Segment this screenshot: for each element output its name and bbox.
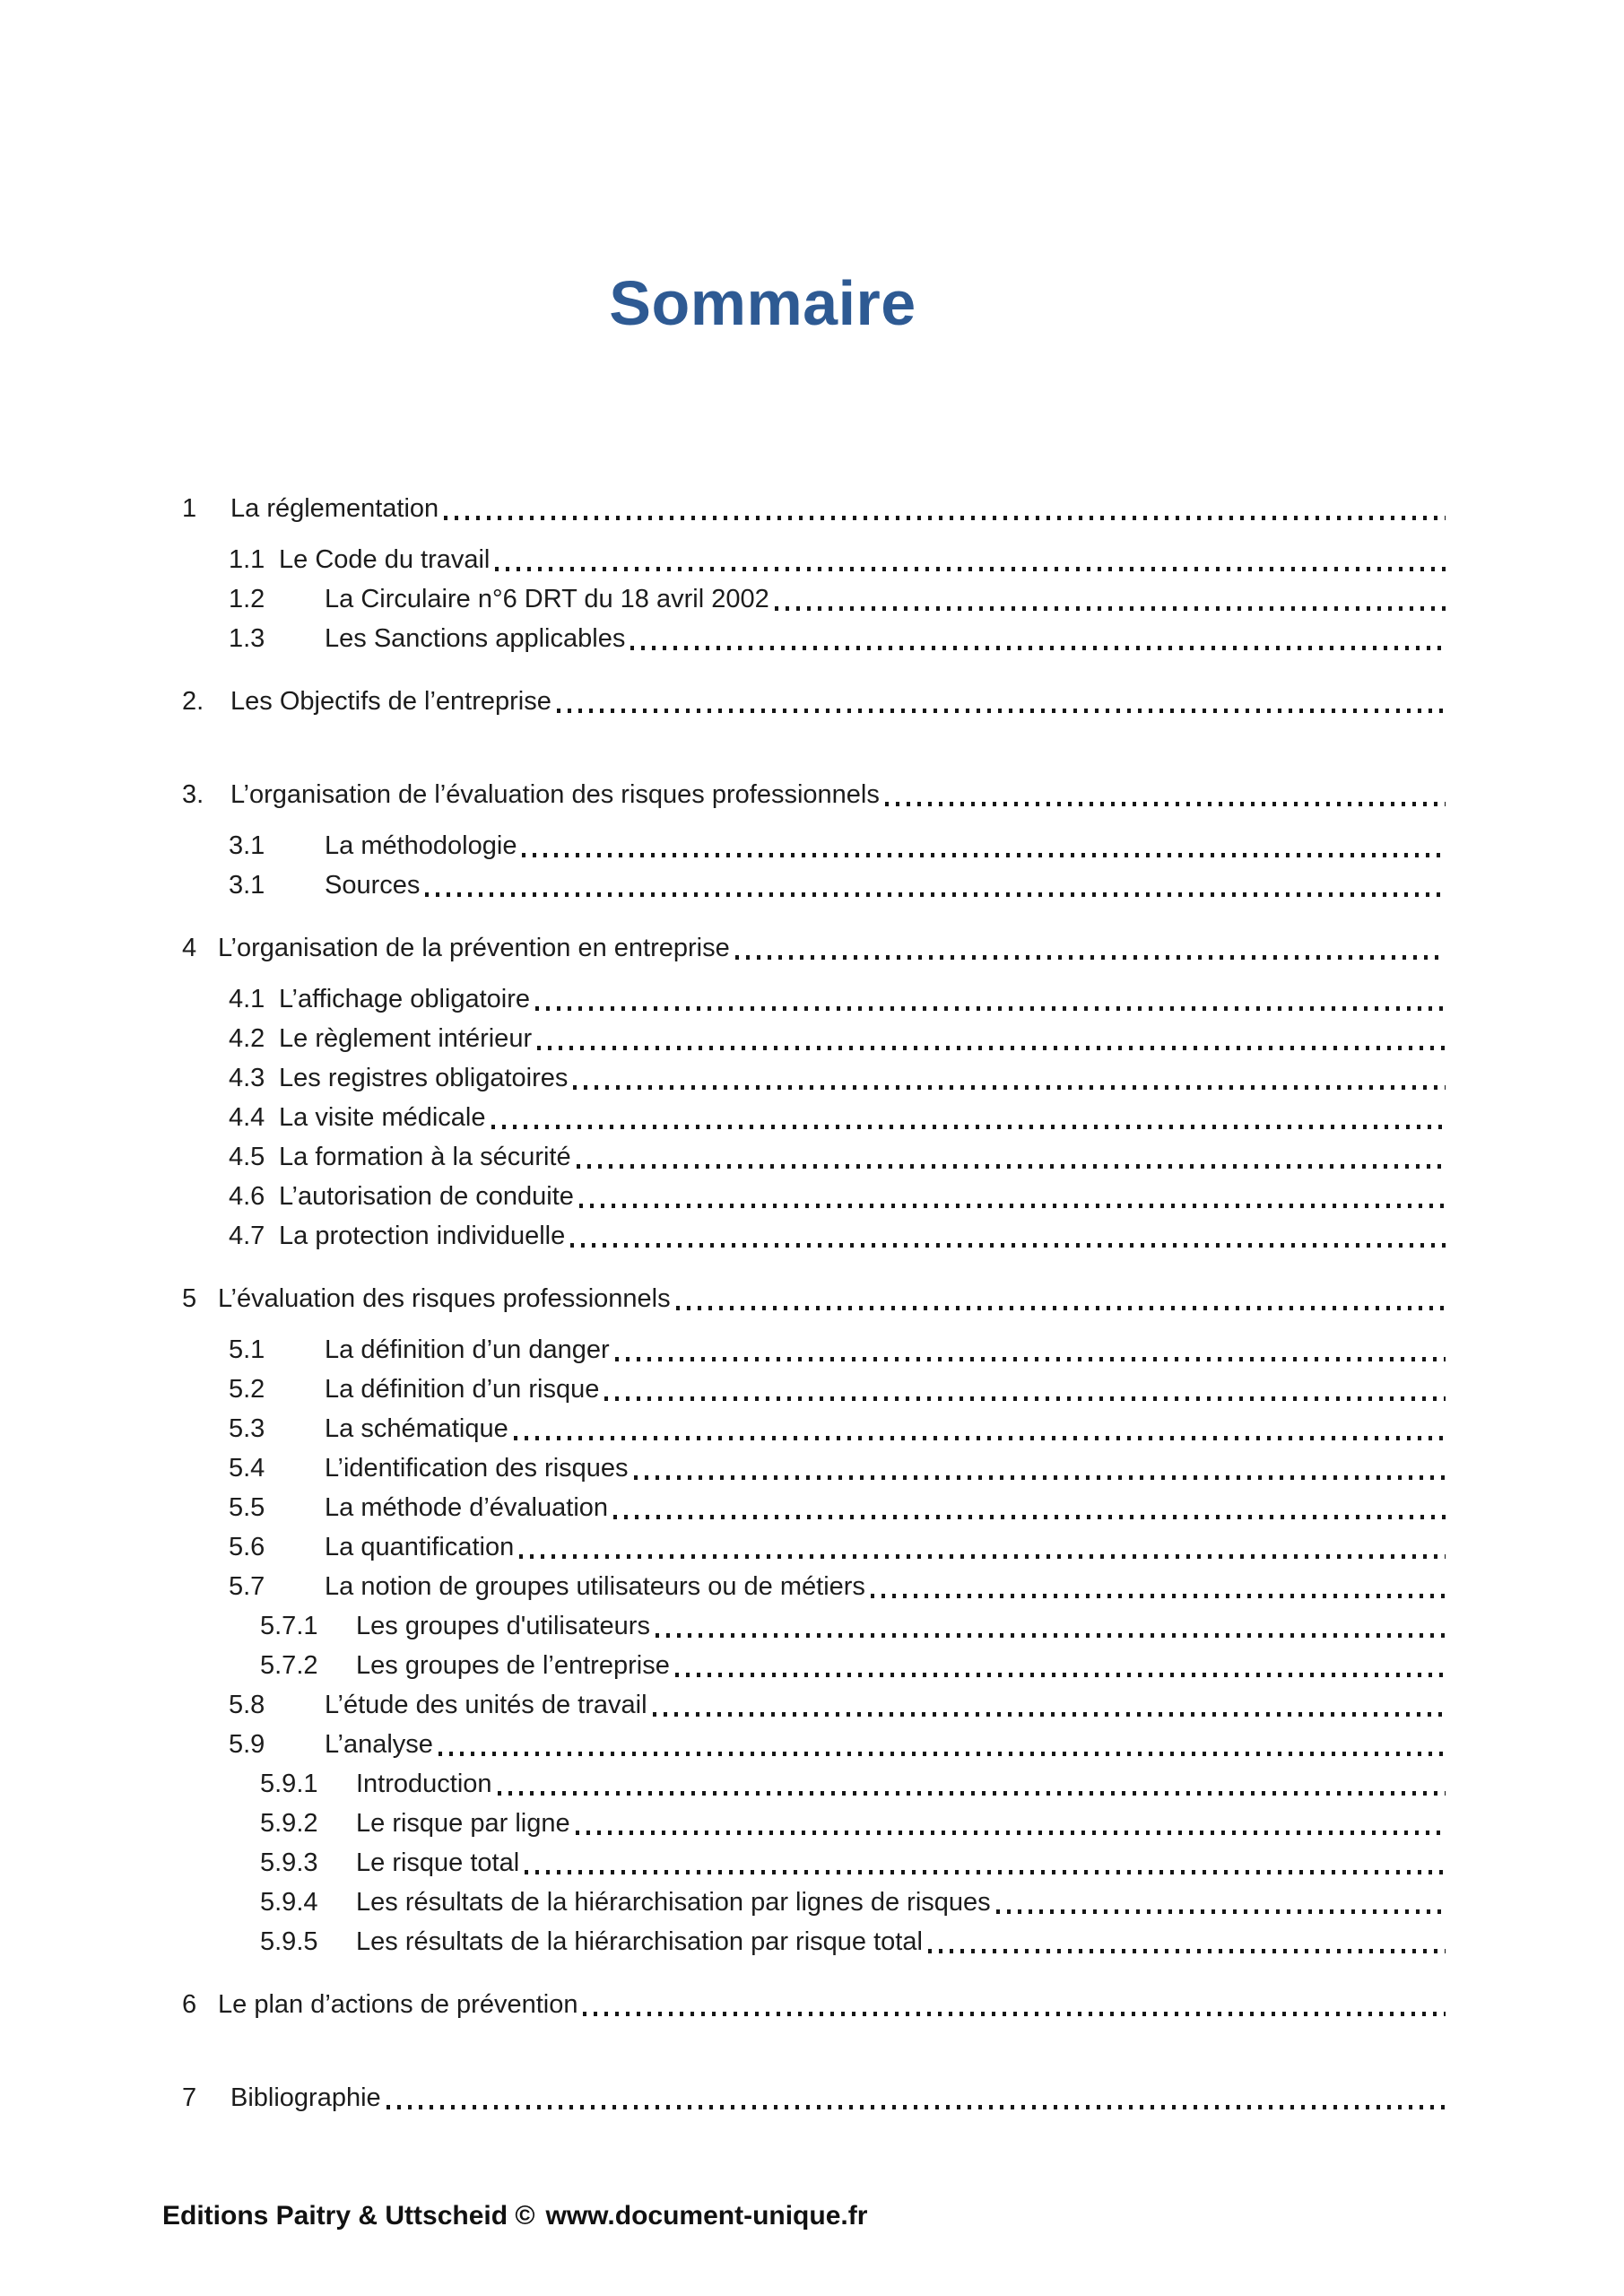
dot-leader-icon (557, 709, 1446, 713)
toc-entry-label: La méthodologie (325, 831, 517, 860)
dot-leader-icon (576, 1831, 1446, 1835)
toc-entry[interactable] (260, 1922, 1446, 1961)
dot-leader-icon (439, 1752, 1446, 1756)
dot-leader-icon (525, 1870, 1446, 1874)
toc-entry[interactable] (260, 1883, 1446, 1922)
toc-entry[interactable] (229, 979, 1446, 1019)
toc-entry-number: 4.7 (229, 1222, 265, 1250)
toc-entry-number: 1 (182, 494, 197, 523)
toc-entry-number: 5.3 (229, 1414, 265, 1443)
toc-entry[interactable] (229, 1409, 1446, 1448)
dot-leader-icon (735, 955, 1446, 960)
dot-leader-icon (522, 853, 1446, 857)
toc-entry[interactable] (229, 1177, 1446, 1216)
dot-leader-icon (583, 2012, 1446, 2016)
dot-leader-icon (613, 1515, 1446, 1519)
toc-entry[interactable] (182, 489, 1446, 528)
dot-leader-icon (425, 892, 1446, 897)
toc-entry-label: Les registres obligatoires (279, 1064, 569, 1092)
toc-entry-number: 1.1 (229, 545, 265, 574)
dot-leader-icon (656, 1633, 1446, 1638)
toc-entry-label: Les groupes d'utilisateurs (356, 1612, 650, 1640)
page-title: Sommaire (609, 268, 916, 338)
toc-entry-number: 5.1 (229, 1335, 265, 1364)
toc-entry-label: Le règlement intérieur (279, 1024, 533, 1053)
toc-entry-number: 4.1 (229, 985, 265, 1013)
toc-entry-number: 5.4 (229, 1454, 265, 1483)
toc-entry-number: 5.7 (229, 1572, 265, 1601)
toc-entry-number: 5.9 (229, 1730, 265, 1759)
toc-entry-label: La Circulaire n°6 DRT du 18 avril 2002 (325, 585, 769, 613)
toc-entry-number: 4.4 (229, 1103, 265, 1132)
toc-entry-label: L’organisation de l’évaluation des risques professionnels (230, 780, 880, 809)
toc-entry[interactable] (229, 1019, 1446, 1058)
toc-entry-number: 5.5 (229, 1493, 265, 1522)
toc-entry-number: 7 (182, 2083, 197, 2112)
toc-entry[interactable] (182, 1279, 1446, 1318)
page-footer (162, 2201, 1446, 2231)
toc-entry-label: La réglementation (230, 494, 439, 523)
toc-entry-label: Les Objectifs de l’entreprise (230, 687, 551, 716)
toc-entry[interactable] (229, 1330, 1446, 1370)
toc-entry-label: L’identification des risques (325, 1454, 629, 1483)
toc-entry[interactable] (229, 579, 1446, 619)
toc-entry-label: La définition d’un danger (325, 1335, 610, 1364)
toc-entry-label: L’autorisation de conduite (279, 1182, 574, 1211)
toc-entry-number: 4.3 (229, 1064, 265, 1092)
dot-leader-icon (570, 1243, 1446, 1248)
toc-entry-label: L’analyse (325, 1730, 433, 1759)
toc-entry[interactable] (229, 540, 1446, 579)
toc-entry[interactable] (182, 682, 1446, 721)
dot-leader-icon (615, 1357, 1446, 1361)
dot-leader-icon (885, 802, 1446, 806)
toc-entry-number: 5.9.1 (260, 1770, 318, 1798)
toc-entry-label: La définition d’un risque (325, 1375, 600, 1404)
toc-entry-number: 3.1 (229, 831, 265, 860)
toc-entry-label: Le Code du travail (279, 545, 491, 574)
dot-leader-icon (676, 1306, 1446, 1310)
dot-leader-icon (871, 1594, 1446, 1598)
footer-url[interactable]: www.document-unique.fr (545, 2201, 868, 2231)
toc-entry-number: 3.1 (229, 871, 265, 900)
dot-leader-icon (634, 1475, 1446, 1480)
toc-entry[interactable] (260, 1843, 1446, 1883)
dot-leader-icon (495, 567, 1446, 571)
toc-entry-label: La visite médicale (279, 1103, 486, 1132)
table-of-contents (182, 489, 1446, 2129)
toc-entry-label: La notion de groupes utilisateurs ou de métiers (325, 1572, 865, 1601)
toc-entry[interactable] (182, 775, 1446, 814)
toc-entry-number: 5.9.4 (260, 1888, 318, 1917)
toc-entry-number: 5.9.5 (260, 1927, 318, 1956)
toc-entry-number: 3. (182, 780, 204, 809)
toc-entry-number: 6 (182, 1990, 197, 2019)
toc-entry[interactable] (229, 1216, 1446, 1256)
toc-entry[interactable] (260, 1646, 1446, 1685)
dot-leader-icon (535, 1006, 1446, 1011)
toc-entry-number: 5.9.3 (260, 1848, 318, 1877)
dot-leader-icon (675, 1673, 1446, 1677)
toc-entry[interactable] (229, 1567, 1446, 1606)
toc-entry-label: La formation à la sécurité (279, 1143, 571, 1171)
toc-entry-label: L’organisation de la prévention en entreprise (218, 934, 730, 962)
toc-entry[interactable] (229, 1685, 1446, 1725)
toc-entry-label: Sources (325, 871, 421, 900)
toc-entry-number: 4.6 (229, 1182, 265, 1211)
dot-leader-icon (573, 1085, 1446, 1090)
toc-entry-label: La méthode d’évaluation (325, 1493, 609, 1522)
dot-leader-icon (653, 1712, 1446, 1717)
toc-entry[interactable] (229, 1527, 1446, 1567)
dot-leader-icon (444, 516, 1446, 520)
toc-entry-label: L’affichage obligatoire (279, 985, 531, 1013)
toc-entry-number: 5.7.1 (260, 1612, 318, 1640)
dot-leader-icon (579, 1204, 1446, 1208)
toc-entry-label: Les Sanctions applicables (325, 624, 626, 653)
toc-entry[interactable] (229, 1448, 1446, 1488)
toc-entry[interactable] (229, 1098, 1446, 1137)
toc-entry[interactable] (260, 1606, 1446, 1646)
toc-entry-label: Les résultats de la hiérarchisation par risque total (356, 1927, 923, 1956)
toc-entry-number: 4.2 (229, 1024, 265, 1053)
toc-entry-label: Bibliographie (230, 2083, 381, 2112)
toc-entry-label: La schématique (325, 1414, 508, 1443)
toc-entry[interactable] (229, 1725, 1446, 1764)
dot-leader-icon (498, 1791, 1446, 1796)
toc-entry-number: 5 (182, 1284, 197, 1313)
toc-entry[interactable] (229, 1370, 1446, 1409)
toc-entry[interactable] (260, 1804, 1446, 1843)
toc-entry[interactable] (229, 1137, 1446, 1177)
toc-entry[interactable] (229, 1058, 1446, 1098)
dot-leader-icon (630, 646, 1446, 650)
toc-entry[interactable] (260, 1764, 1446, 1804)
toc-entry[interactable] (229, 826, 1446, 865)
toc-entry-number: 1.3 (229, 624, 265, 653)
dot-leader-icon (514, 1436, 1446, 1440)
toc-entry-label: Le risque par ligne (356, 1809, 570, 1838)
toc-entry-label: L’évaluation des risques professionnels (218, 1284, 671, 1313)
dot-leader-icon (928, 1949, 1446, 1953)
toc-entry[interactable] (182, 2078, 1446, 2118)
toc-entry-label: Les résultats de la hiérarchisation par lignes de risques (356, 1888, 991, 1917)
toc-entry-number: 2. (182, 687, 204, 716)
dot-leader-icon (604, 1396, 1446, 1401)
dot-leader-icon (577, 1164, 1446, 1169)
toc-entry-label: La protection individuelle (279, 1222, 566, 1250)
toc-entry-label: Le plan d’actions de prévention (218, 1990, 578, 2019)
toc-entry-number: 5.6 (229, 1533, 265, 1561)
toc-entry-number: 4 (182, 934, 197, 962)
toc-entry[interactable] (182, 928, 1446, 968)
toc-entry-label: Les groupes de l’entreprise (356, 1651, 670, 1680)
toc-entry-number: 5.2 (229, 1375, 265, 1404)
toc-entry-number: 5.7.2 (260, 1651, 318, 1680)
dot-leader-icon (491, 1125, 1446, 1129)
dot-leader-icon (775, 606, 1446, 611)
toc-entry[interactable] (229, 619, 1446, 658)
dot-leader-icon (996, 1909, 1446, 1914)
dot-leader-icon (386, 2105, 1446, 2109)
toc-entry[interactable] (229, 865, 1446, 905)
dot-leader-icon (537, 1046, 1446, 1050)
toc-entry-label: Le risque total (356, 1848, 520, 1877)
toc-entry-number: 1.2 (229, 585, 265, 613)
footer-publisher: Editions Paitry & Uttscheid © (162, 2201, 535, 2231)
toc-entry-number: 5.8 (229, 1691, 265, 1719)
toc-entry-number: 4.5 (229, 1143, 265, 1171)
toc-entry-number: 5.9.2 (260, 1809, 318, 1838)
toc-entry-label: La quantification (325, 1533, 515, 1561)
toc-entry-label: Introduction (356, 1770, 492, 1798)
dot-leader-icon (519, 1554, 1446, 1559)
toc-entry[interactable] (229, 1488, 1446, 1527)
toc-entry[interactable] (182, 1985, 1446, 2024)
toc-entry-label: L’étude des unités de travail (325, 1691, 647, 1719)
